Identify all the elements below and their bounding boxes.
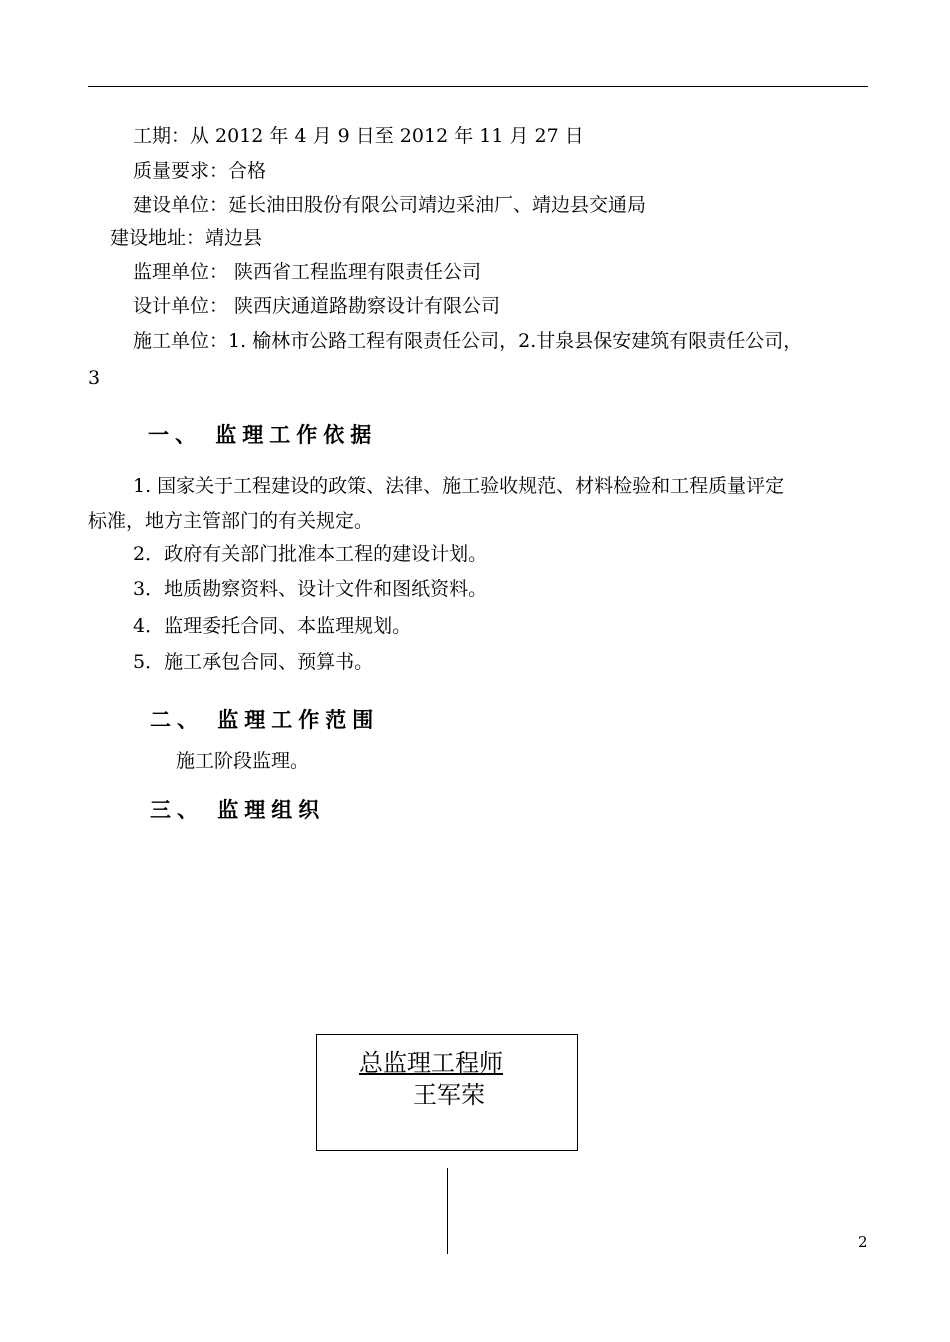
construction-unit: 施工单位：1. 榆林市公路工程有限责任公司，2.甘泉县保安建筑有限责任公司，	[133, 330, 803, 352]
quality-requirement: 质量要求：合格	[133, 160, 267, 182]
basis-item-5: 5．施工承包合同、预算书。	[133, 651, 374, 673]
chief-engineer-title: 总监理工程师	[359, 1049, 503, 1077]
supervision-unit: 监理单位： 陕西省工程监理有限责任公司	[133, 261, 482, 283]
section-3-heading: 三、 监理组织	[150, 797, 326, 822]
page-number: 2	[858, 1233, 868, 1251]
section-2-heading: 二、 监理工作范围	[150, 707, 380, 732]
basis-item-1-line-1: 1. 国家关于工程建设的政策、法律、施工验收规范、材料检验和工程质量评定	[133, 475, 785, 497]
construction-unit-continued: 3	[88, 367, 101, 389]
chief-engineer-name: 王军荣	[413, 1081, 485, 1109]
header-rule	[88, 86, 868, 87]
scope-text: 施工阶段监理。	[176, 750, 310, 772]
section-1-heading: 一、 监理工作依据	[148, 422, 378, 447]
basis-item-2: 2．政府有关部门批准本工程的建设计划。	[133, 543, 488, 565]
design-unit: 设计单位： 陕西庆通道路勘察设计有限公司	[133, 295, 501, 317]
basis-item-1-line-2: 标准，地方主管部门的有关规定。	[88, 510, 374, 532]
org-chart-chief-box	[316, 1034, 578, 1151]
site-address: 建设地址：靖边县	[110, 227, 263, 249]
owner-unit: 建设单位：延长油田股份有限公司靖边采油厂、靖边县交通局	[133, 194, 647, 216]
basis-item-3: 3．地质勘察资料、设计文件和图纸资料。	[133, 578, 488, 600]
org-chart-connector	[447, 1168, 448, 1254]
project-period: 工期：从 2012 年 4 月 9 日至 2012 年 11 月 27 日	[133, 125, 584, 147]
basis-item-4: 4．监理委托合同、本监理规划。	[133, 615, 412, 637]
